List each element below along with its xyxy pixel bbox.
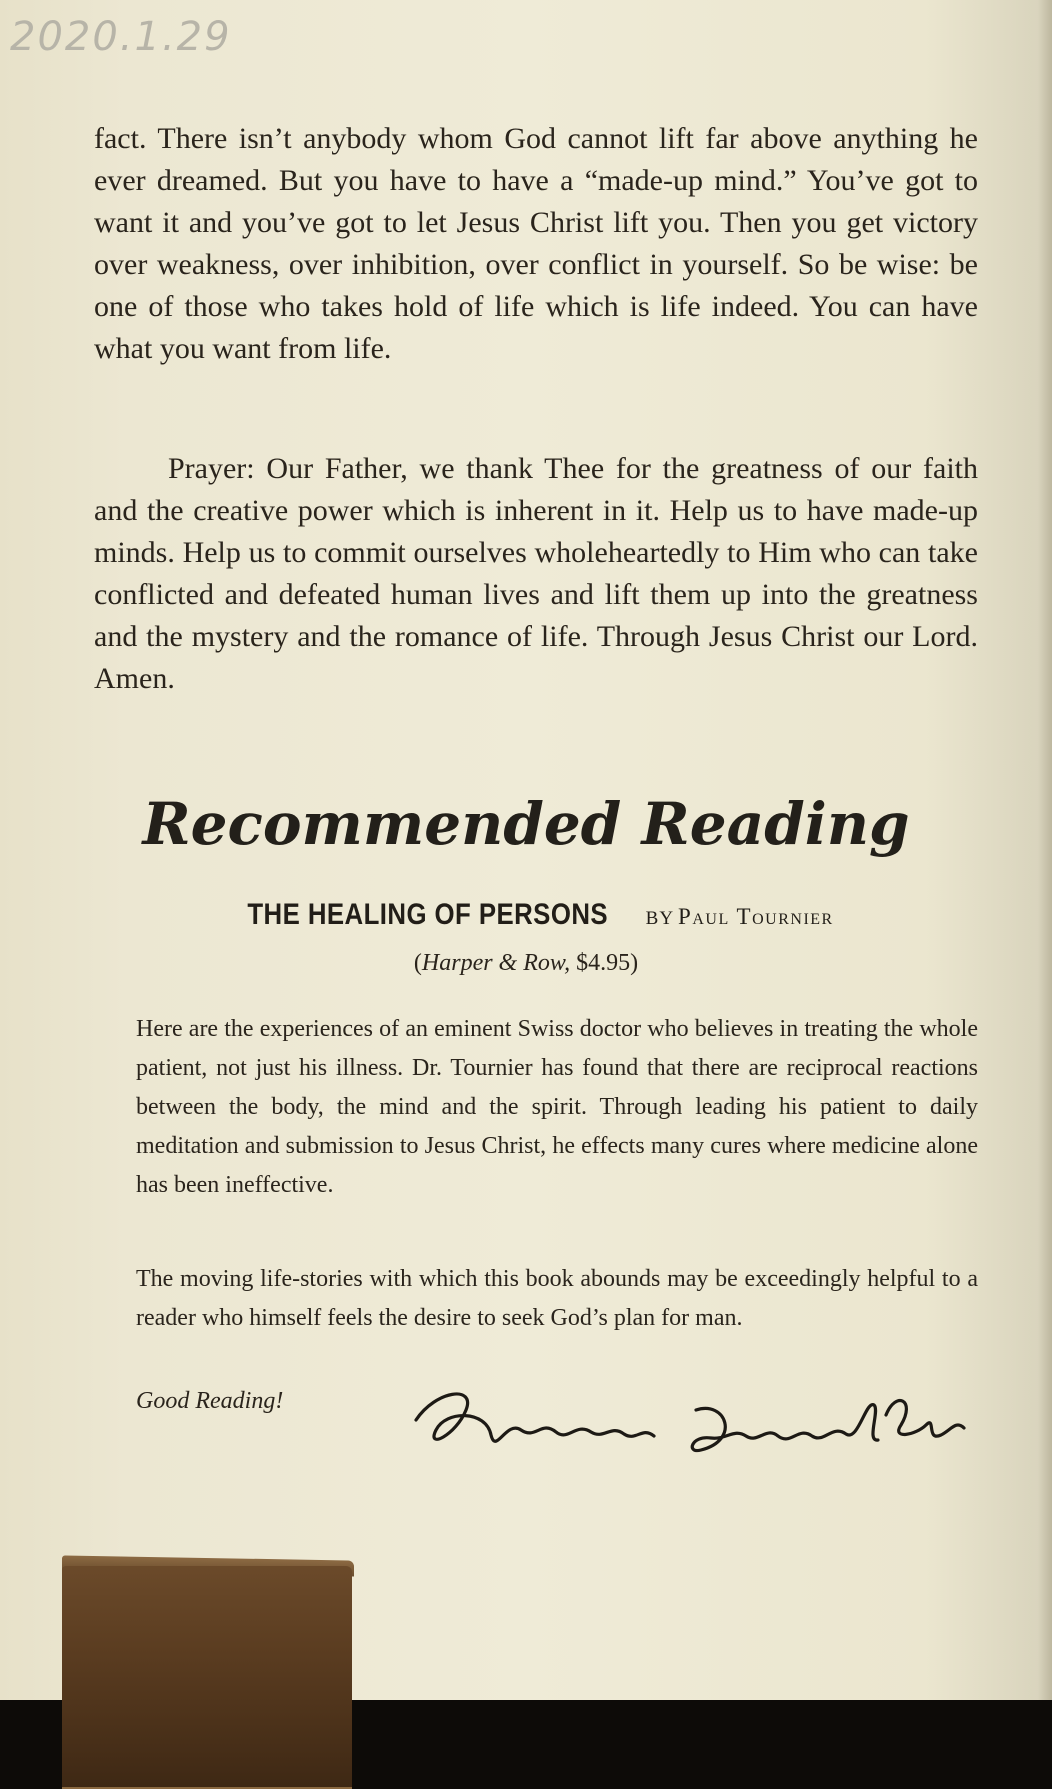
- book-heading: [0, 898, 1052, 932]
- handwritten-date-note: 2020.1.29: [10, 14, 232, 60]
- prayer-paragraph: Prayer: Our Father, we thank Thee for the greatness of our faith and the creative power which is inherent in it. Help us to have made-up minds. Help us to commit ourselves wholeheartedly to Him who can take conflicted and defeated human lives and lift them up into the greatness and the mystery and the romance of life. Through Jesus Christ our Lord. Amen.: [94, 452, 978, 695]
- book-price: $4.95: [576, 950, 631, 976]
- publisher-name: Harper & Row,: [421, 950, 571, 976]
- signature-image: [396, 1380, 976, 1464]
- publisher-line: (Harper & Row, $4.95): [413, 950, 639, 976]
- page-edge: [1038, 0, 1052, 1720]
- review-paragraph-2: The moving life-stories with which this book abounds may be exceedingly helpful to a reader who himself feels the desire to seek God’s plan for man.: [136, 1266, 978, 1331]
- book-title: THE HEALING OF PERSONS: [247, 898, 609, 931]
- section-title-recommended-reading: Recommended Reading: [142, 790, 910, 858]
- book-by: BY: [645, 908, 675, 929]
- book-author: Paul Tournier: [678, 904, 834, 929]
- closing-text: Good Reading!: [136, 1388, 284, 1414]
- review-paragraph-1: Here are the experiences of an eminent Swiss doctor who believes in treating the whole patient, not just his illness. Dr. Tournier has found that there are reciprocal reactions between the body, the mind and the spirit. Through leading his patient to daily meditation and submission to Jesus Christ, he effects many cures where medicine alone has been ineffective.: [136, 1016, 978, 1198]
- wooden-tab: [62, 1566, 352, 1789]
- body-paragraph-1: fact. There isn’t anybody whom God cannot lift far above anything he ever dreamed. But you have to have a “made-up mind.” You’ve got to want it and you’ve got to let Jesus Christ lift you. Then you get victory over weakness, over inhibition, over conflict in yourself. So be wise: be one of those who takes hold of life which is life indeed. You can have what you want from life.: [94, 122, 978, 365]
